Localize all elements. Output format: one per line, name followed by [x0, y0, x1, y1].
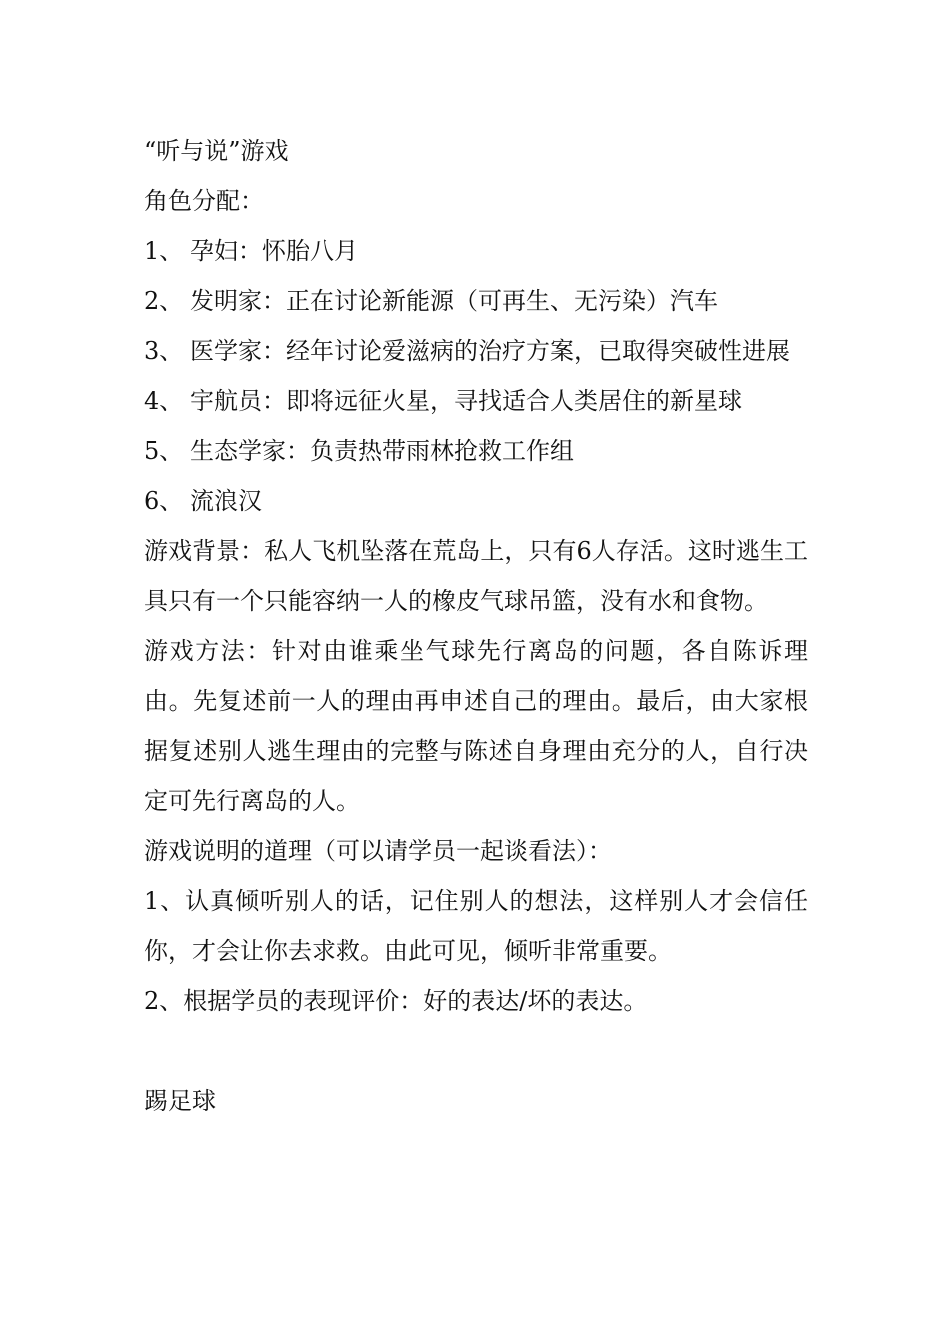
game-method: 游戏方法：针对由谁乘坐气球先行离岛的问题，各自陈诉理由。先复述前一人的理由再申述自己的理由。最后，由大家根据复述别人逃生理由的完整与陈述自身理由充分的人，自行决定可先行离岛的人。 — [144, 637, 808, 815]
blank-line — [144, 1026, 808, 1076]
role-text: 宇航员：即将远征火星，寻找适合人类居住的新星球 — [190, 387, 742, 415]
role-item — [144, 376, 808, 426]
role-number: 2、 — [144, 287, 184, 315]
role-number: 4、 — [144, 387, 184, 415]
role-item — [144, 276, 808, 326]
lesson-item: 1、认真倾听别人的话，记住别人的想法，这样别人才会信任你，才会让你去求救。由此可见，倾听非常重要。 — [144, 887, 808, 965]
role-text: 发明家：正在讨论新能源（可再生、无污染）汽车 — [190, 287, 718, 315]
role-number: 3、 — [144, 337, 184, 365]
role-item — [144, 226, 808, 276]
role-item — [144, 326, 808, 376]
roles-heading: 角色分配： — [144, 187, 264, 215]
role-number: 5、 — [144, 437, 184, 465]
game-title: “听与说”游戏 — [144, 137, 289, 165]
lesson-heading: 游戏说明的道理（可以请学员一起谈看法）： — [144, 837, 612, 865]
role-text: 医学家：经年讨论爱滋病的治疗方案，已取得突破性进展 — [190, 337, 790, 365]
roles-list — [144, 226, 808, 526]
game-background: 游戏背景：私人飞机坠落在荒岛上，只有6人存活。这时逃生工具只有一个只能容纳一人的橡皮气球吊篮，没有水和食物。 — [144, 537, 808, 615]
role-number: 6、 — [144, 487, 184, 515]
lesson-item: 2、根据学员的表现评价：好的表达/坏的表达。 — [144, 987, 648, 1015]
next-section-title: 踢足球 — [144, 1087, 216, 1115]
role-number: 1、 — [144, 237, 184, 265]
role-text: 生态学家：负责热带雨林抢救工作组 — [190, 437, 574, 465]
role-text: 孕妇：怀胎八月 — [190, 237, 358, 265]
role-item — [144, 476, 808, 526]
role-item — [144, 426, 808, 476]
document-body — [144, 126, 808, 1126]
role-text: 流浪汉 — [190, 487, 262, 515]
